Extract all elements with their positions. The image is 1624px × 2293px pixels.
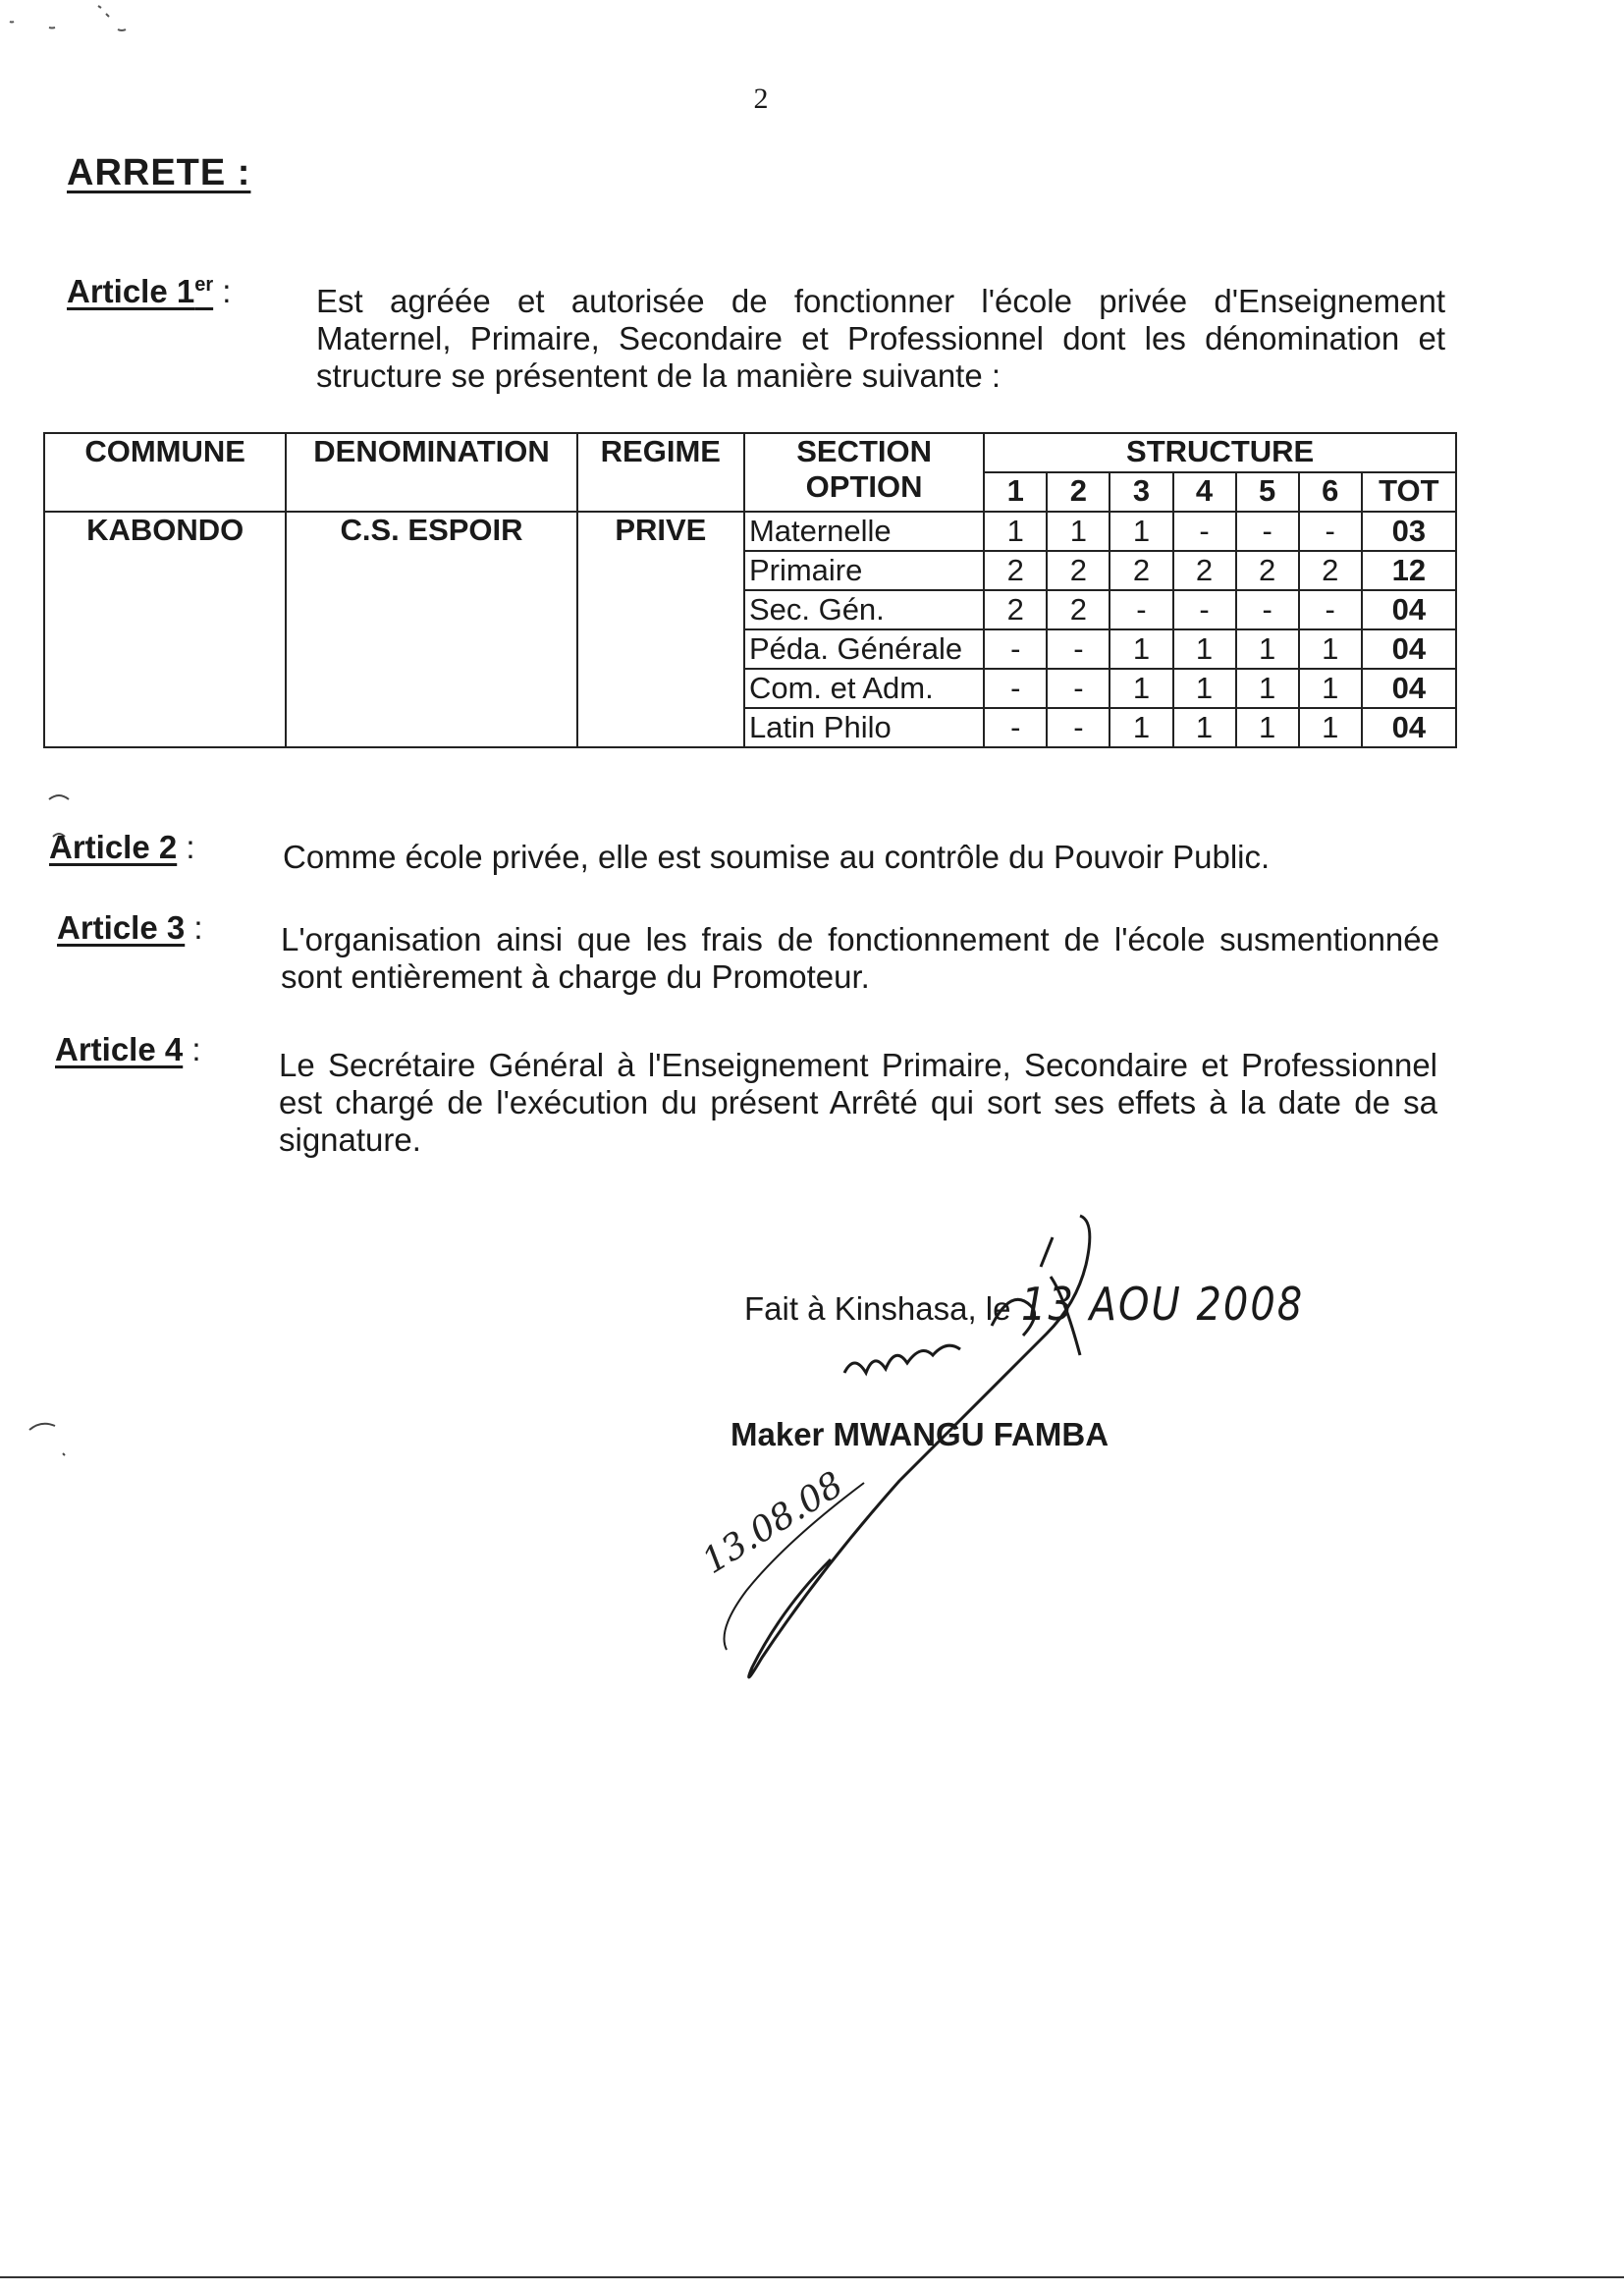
regime-cell: PRIVE [577,512,744,747]
year-cell: 1 [1173,708,1236,747]
year-cell: - [1236,512,1299,551]
year-cell: - [984,629,1047,669]
year-cell: - [1299,512,1362,551]
structure-table [43,432,1457,748]
table-header-row [44,433,1456,472]
year-cell: - [984,669,1047,708]
year-header: 4 [1173,472,1236,512]
option-cell: Latin Philo [744,708,984,747]
tot-cell: 12 [1362,551,1456,590]
signatory-name: Maker MWANGU FAMBA [731,1416,1110,1452]
year-cell: - [1299,590,1362,629]
year-header: 3 [1110,472,1172,512]
year-cell: 1 [1110,669,1172,708]
option-cell: Maternelle [744,512,984,551]
year-cell: - [1047,708,1110,747]
tot-cell: 04 [1362,669,1456,708]
year-cell: - [1047,629,1110,669]
year-cell: 2 [1236,551,1299,590]
year-cell: 2 [1047,590,1110,629]
year-cell: 1 [1047,512,1110,551]
year-header: 6 [1299,472,1362,512]
year-cell: - [1110,590,1172,629]
scan-artifact-top-left [0,0,157,39]
page-number: 2 [753,82,769,115]
year-cell: 1 [1173,629,1236,669]
year-cell: - [1173,512,1236,551]
article-4-label: Article 4 : [55,1031,201,1067]
year-cell: - [1236,590,1299,629]
tot-cell: 04 [1362,629,1456,669]
year-cell: 1 [1299,708,1362,747]
year-header: 5 [1236,472,1299,512]
year-cell: 1 [1236,629,1299,669]
option-cell: Sec. Gén. [744,590,984,629]
article-3-label: Article 3 : [57,909,203,946]
article-2-text: Comme école privée, elle est soumise au contrôle du Pouvoir Public. [283,839,1271,875]
tot-cell: 04 [1362,708,1456,747]
year-cell: 2 [984,551,1047,590]
year-cell: 2 [1173,551,1236,590]
year-cell: 1 [1299,669,1362,708]
bottom-scan-line [0,2276,1624,2278]
option-cell: Primaire [744,551,984,590]
regime-header: REGIME [577,433,744,512]
year-cell: 1 [1173,669,1236,708]
tot-cell: 03 [1362,512,1456,551]
year-cell: 2 [984,590,1047,629]
year-cell: - [1047,669,1110,708]
year-cell: 1 [1236,669,1299,708]
year-cell: 2 [1047,551,1110,590]
commune-cell: KABONDO [44,512,286,747]
year-cell: 1 [1110,512,1172,551]
tot-header: TOT [1362,472,1456,512]
year-cell: 1 [1110,708,1172,747]
article-4-text: Le Secrétaire Général à l'Enseignement Primaire, Secondaire et Professionnel est chargé de l'exécution du présent Arrêté qui sort ses effets à la date de sa signature. [279,1047,1437,1158]
year-cell: 1 [1299,629,1362,669]
article-1-label: Article 1er : [67,273,232,309]
handwritten-date: 13.08.08 [695,1464,850,1582]
year-cell: 2 [1110,551,1172,590]
year-header: 1 [984,472,1047,512]
option-cell: Péda. Générale [744,629,984,669]
year-cell: 1 [984,512,1047,551]
denomination-header: DENOMINATION [286,433,576,512]
year-cell: 1 [1110,629,1172,669]
scan-artifact-margin-2 [24,1414,82,1473]
decree-heading: ARRETE : [67,152,251,193]
article-3-text: L'organisation ainsi que les frais de fonctionnement de l'école susmentionnée sont entièrement à charge du Promoteur. [281,921,1439,995]
tot-cell: 04 [1362,590,1456,629]
article-1-text: Est agréée et autorisée de fonctionner l'école privée d'Enseignement Maternel, Primaire, Secondaire et Professionnel dont les dénomination et structure se présentent de la manière suivante : [316,283,1445,394]
table-row [44,512,1456,551]
signing-date-stamp: 13 AOU 2008 [1021,1279,1305,1332]
section-option-header: SECTION OPTION [744,433,984,512]
option-cell: Com. et Adm. [744,669,984,708]
year-cell: - [984,708,1047,747]
article-2-label: Article 2 : [49,829,195,865]
commune-header: COMMUNE [44,433,286,512]
structure-header: STRUCTURE [984,433,1456,472]
year-cell: - [1173,590,1236,629]
place-of-signing: Fait à Kinshasa, le [744,1290,1011,1327]
year-header: 2 [1047,472,1110,512]
denomination-cell: C.S. ESPOIR [286,512,576,747]
year-cell: 1 [1236,708,1299,747]
year-cell: 2 [1299,551,1362,590]
